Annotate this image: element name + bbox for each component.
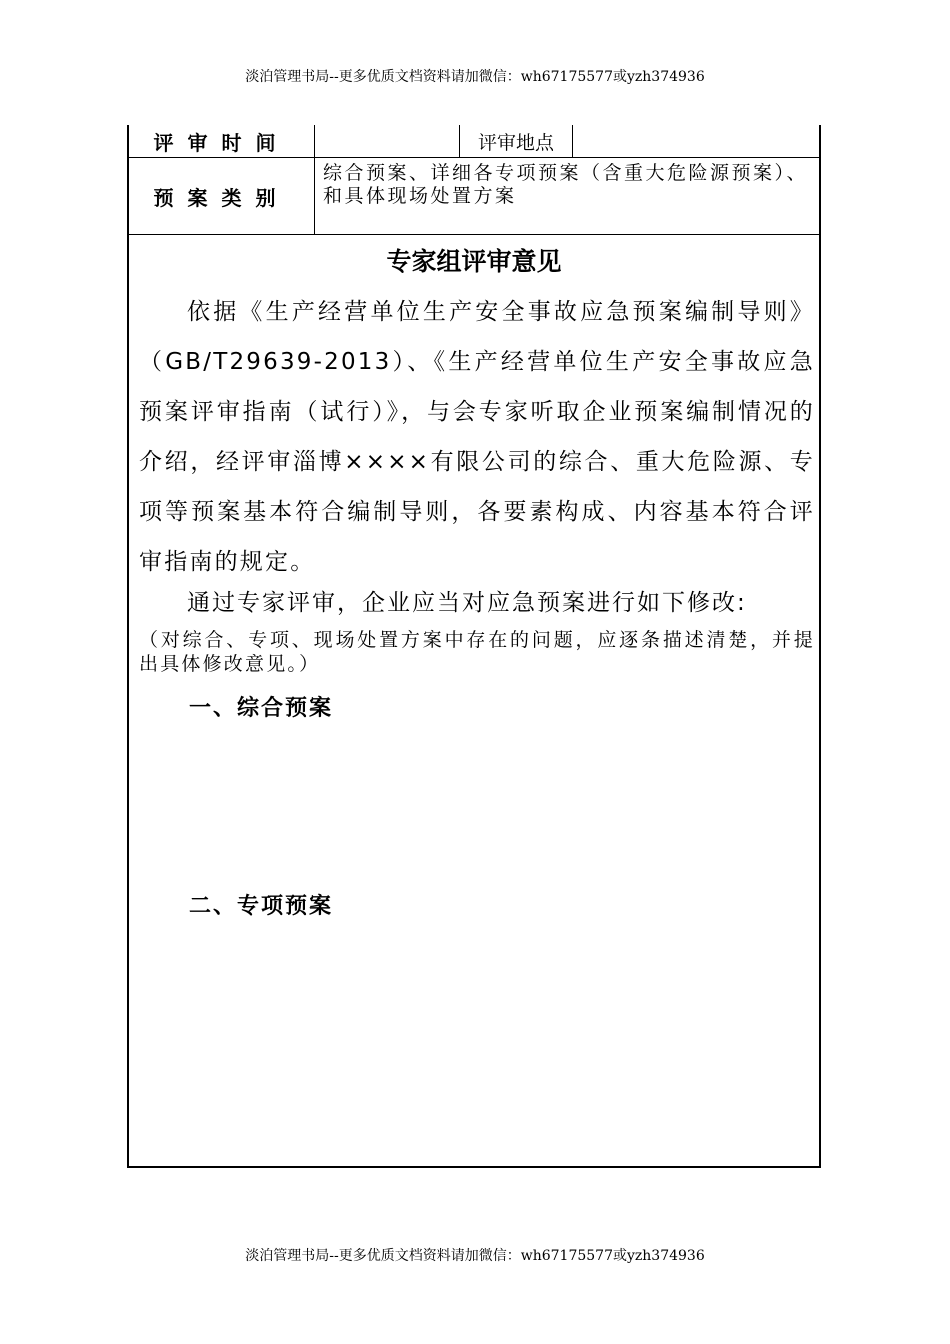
review-time-value[interactable] [315, 125, 460, 157]
review-form-table [127, 125, 821, 1168]
review-time-row [129, 125, 819, 158]
plan-category-label: 预案类别 [129, 158, 315, 234]
opinion-title: 专家组评审意见 [386, 247, 562, 276]
review-place-value[interactable] [573, 125, 819, 157]
plan-category-text: 综合预案、详细各专项预案（含重大危险源预案）、 和具体现场处置方案 [323, 162, 809, 207]
review-time-label: 评审时间 [129, 125, 315, 157]
modification-intro: 通过专家评审，企业应当对应急预案进行如下修改: [187, 590, 747, 616]
review-place-label: 评审地点 [460, 125, 573, 157]
heading-comprehensive-plan: 一、综合预案 [189, 696, 334, 721]
modification-note: （对综合、专项、现场处置方案中存在的问题，应逐条描述清楚，并提出具体修改意见。） [139, 629, 815, 675]
page-header: 淡泊管理书局--更多优质文档资料请加微信：wh67175577或yzh374936 [245, 69, 705, 85]
plan-category-value [315, 158, 819, 234]
page-footer: 淡泊管理书局--更多优质文档资料请加微信：wh67175577或yzh374936 [245, 1248, 705, 1264]
plan-category-row [129, 158, 819, 235]
heading-special-plan: 二、专项预案 [189, 894, 334, 919]
opinion-paragraph: 依据《生产经营单位生产安全事故应急预案编制导则》（GB/T29639-2013）、《生产经营单位生产安全事故应急预案评审指南（试行）》，与会专家听取企业预案编制情况的介绍，经评审淄博××××有限公司的综合、重大危险源、专项等预案基本符合编制导则，各要素构成、内容基本符合评审指南的规定。 [139, 299, 815, 575]
